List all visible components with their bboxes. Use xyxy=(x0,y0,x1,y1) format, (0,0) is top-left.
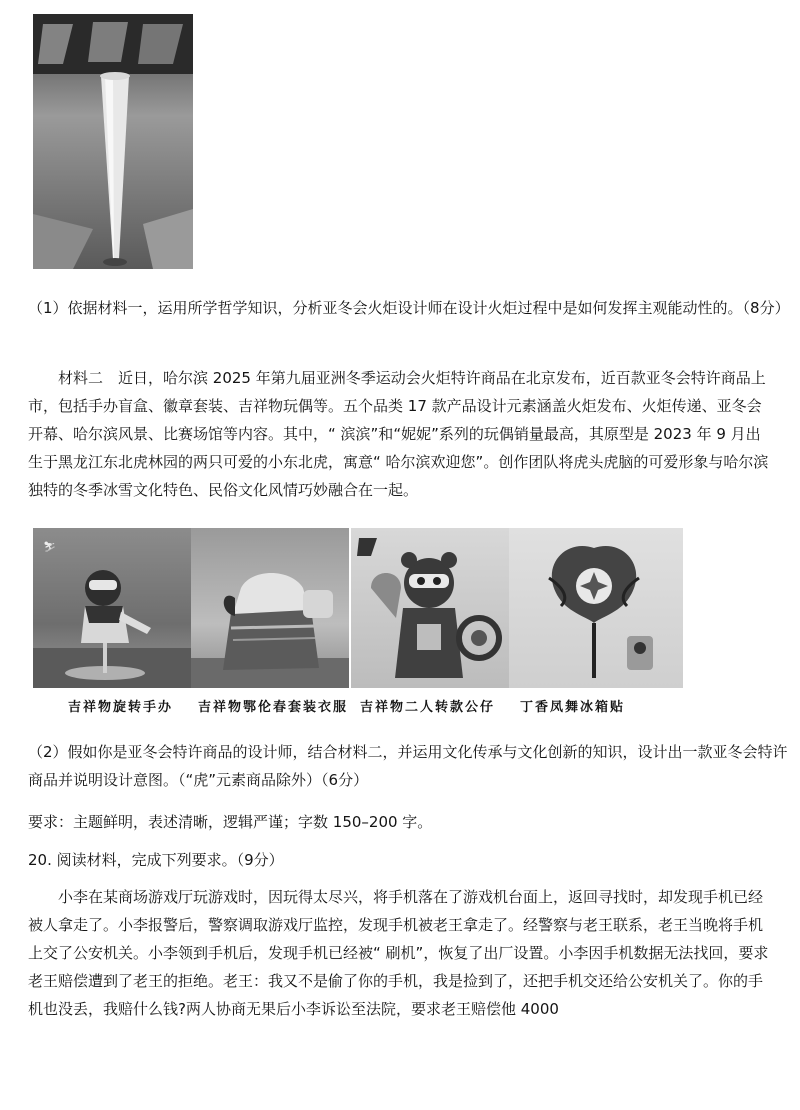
torch-photo xyxy=(33,14,193,269)
product-photo-lilac-magnet xyxy=(509,528,683,688)
svg-text:⛷: ⛷ xyxy=(43,542,56,553)
case-material-paragraph: 小李在某商场游戏厅玩游戏时，因玩得太尽兴，将手机落在了游戏机台面上，返回寻找时，却发现手机已经被人拿走了。小李报警后，警察调取游戏厅监控，发现手机被老王拿走了。经警察与老王联系，老王当晚将手机上交了公安机关。小李领到手机后，发现手机已经被“ 刷机”，恢复了出厂设置。小李因手机数据无法找回，要求老王赔偿遭到了老王的拒绝。老王：我又不是偷了你的手机，我是捡到了，还把手机交还给公安机关了。你的手机也没丢，我赔什么钱?两人协商无果后小李诉讼至法院，要求老王赔偿他 4000 xyxy=(28,888,769,1018)
question-2: （2）假如你是亚冬会特许商品的设计师，结合材料二，并运用文化传承与文化创新的知识，设计出一款亚冬会特许商品并说明设计意图。（“虎”元素商品除外）（6分） xyxy=(28,743,788,789)
answer-requirement: 要求：主题鲜明，表述清晰，逻辑严谨；字数 150–200 字。 xyxy=(28,813,433,831)
question-20-heading: 20. 阅读材料，完成下列要求。（9分） xyxy=(28,851,284,869)
product-photo-errenzhuan-doll xyxy=(351,528,509,688)
product-caption: 丁香凤舞冰箱贴 xyxy=(520,700,626,715)
product-photos xyxy=(33,528,683,688)
question-1: （1）依据材料一，运用所学哲学知识，分析亚冬会火炬设计师在设计火炬过程中是如何发挥主观能动性的。（8分） xyxy=(28,299,790,317)
product-photo-costume xyxy=(191,528,349,688)
product-caption: 吉祥物鄂伦春套装衣服 xyxy=(198,700,349,715)
product-caption: 吉祥物二人转款公仔 xyxy=(360,700,496,715)
product-photo-spinning-figure xyxy=(33,528,191,688)
product-caption: 吉祥物旋转手办 xyxy=(68,700,174,715)
material-2-paragraph: 材料二 近日，哈尔滨 2025 年第九届亚洲冬季运动会火炬特许商品在北京发布，近百款亚冬会特许商品上市，包括手办盲盒、徽章套装、吉祥物玩偶等。五个品类 17 款产品设计元素涵盖火炬发布、火炬传递、亚冬会开幕、哈尔滨风景、比赛场馆等内容。其中，“ 滨滨”和“妮妮”系列的玩偶销量最高，其原型是 2023 年 9 月出生于黑龙江东北虎林园的两只可爱的小东北虎，寓意“ 哈尔滨欢迎您”。创作团队将虎头虎脑的可爱形象与哈尔滨独特的冬季冰雪文化特色、民俗文化风情巧妙融合在一起。 xyxy=(28,369,769,499)
